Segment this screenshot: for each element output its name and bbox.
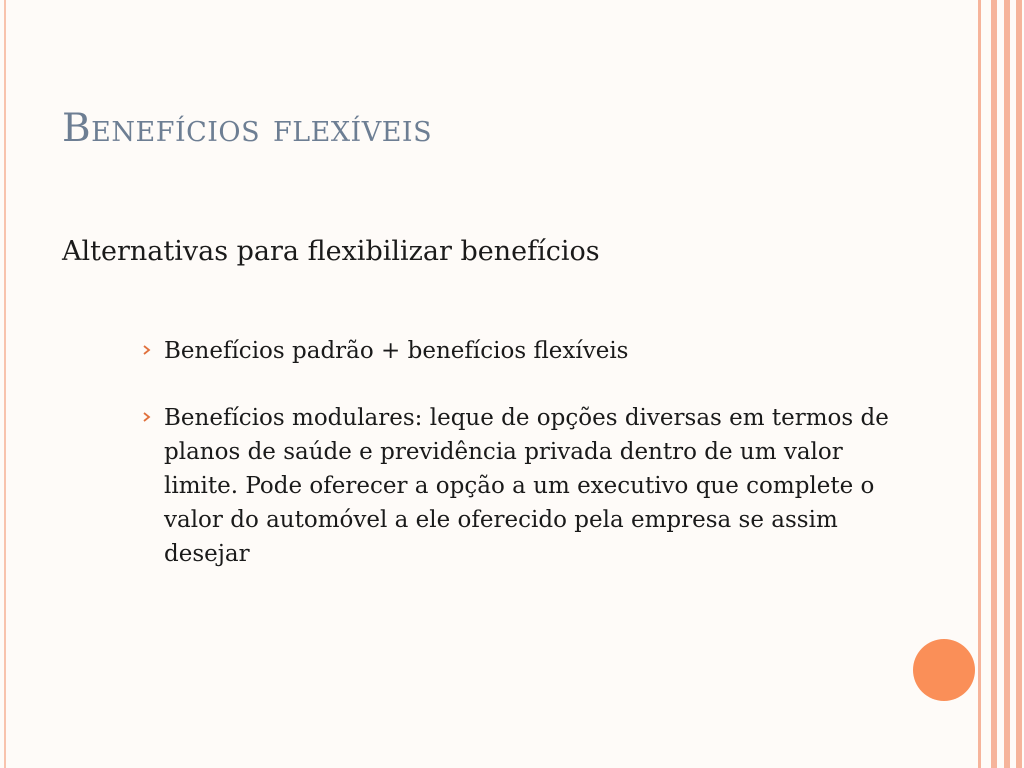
slide-title: Benefícios flexíveis bbox=[62, 106, 433, 151]
bullet-list bbox=[140, 334, 890, 571]
right-decorative-stripe bbox=[978, 0, 981, 768]
right-decorative-stripe bbox=[991, 0, 997, 768]
right-decorative-stripe bbox=[1004, 0, 1010, 768]
left-border-line bbox=[4, 0, 6, 768]
bullet-item bbox=[140, 334, 890, 368]
slide-subtitle: Alternativas para flexibilizar benefícios bbox=[62, 236, 600, 267]
bullet-text: Benefícios modulares: leque de opções diversas em termos de planos de saúde e previdência privada dentro de um valor limite. Pode oferecer a opção a um executivo que complete o valor do automóvel a ele oferecido pela empresa se assim desejar bbox=[164, 405, 889, 567]
decorative-orange-circle bbox=[913, 639, 975, 701]
chevron-right-icon bbox=[142, 409, 151, 425]
chevron-right-icon bbox=[142, 342, 151, 358]
right-decorative-stripe bbox=[1016, 0, 1022, 768]
bullet-text: Benefícios padrão + benefícios flexíveis bbox=[164, 338, 629, 364]
bullet-item bbox=[140, 401, 890, 571]
